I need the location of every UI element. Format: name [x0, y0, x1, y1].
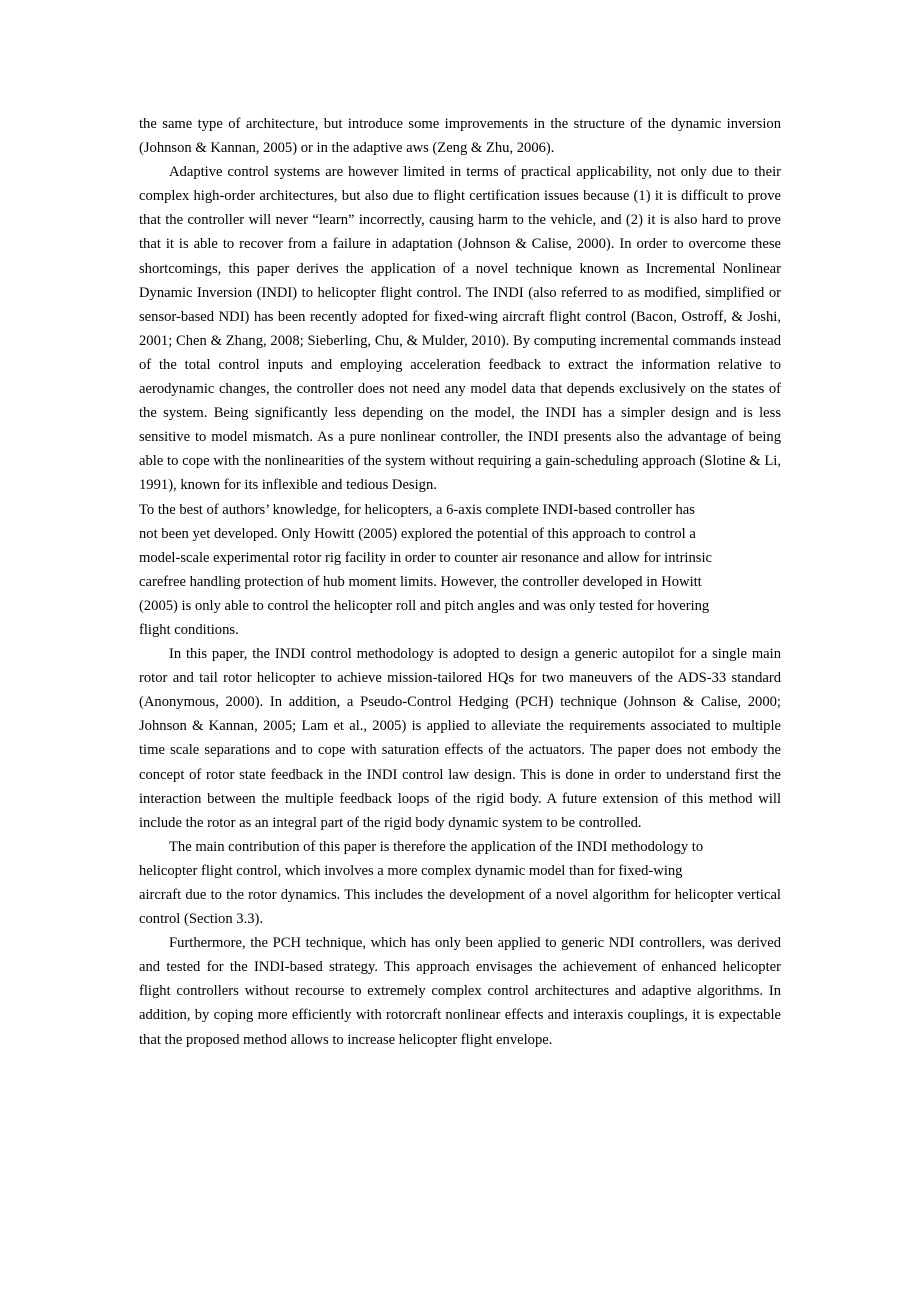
paragraph-6: aircraft due to the rotor dynamics. This includes the development of a novel algorithm for helicopter vertical control (Section 3.3).: [139, 887, 781, 928]
paragraph-3-line: flight conditions.: [139, 621, 239, 638]
paragraph-7: Furthermore, the PCH technique, which has only been applied to generic NDI controllers, was derived and tested for the INDI-based strategy. This approach envisages the achievement of enhanced helicopter flight controllers without recourse to extremely complex control architectures and adaptive algorithms. In addition, by coping more efficiently with rotorcraft nonlinear effects and interaxis couplings, it is expectable that the proposed method allows to increase helicopter flight envelope.: [139, 935, 781, 1048]
paragraph-3-line: (2005) is only able to control the helicopter roll and pitch angles and was only tested for hovering: [139, 597, 710, 614]
paragraph-2: Adaptive control systems are however limited in terms of practical applicability, not only due to their complex high-order architectures, but also due to flight certification issues because (1) it is difficult to prove that the controller will never “learn” incorrectly, causing harm to the vehicle, and (2) it is also hard to prove that it is able to recover from a failure in adaptation (Johnson & Calise, 2000). In order to overcome these shortcomings, this paper derives the application of a novel technique known as Incremental Nonlinear Dynamic Inversion (INDI) to helicopter flight control. The INDI (also referred to as modified, simplified or sensor-based NDI) has been recently adopted for fixed-wing aircraft flight control (Bacon, Ostroff, & Joshi, 2001; Chen & Zhang, 2008; Sieberling, Chu, & Mulder, 2010). By computing incremental commands instead of the total control inputs and employing acceleration feedback to extract the information relative to aerodynamic changes, the controller does not need any model data that depends exclusively on the states of the system. Being significantly less depending on the model, the INDI has a simpler design and is less sensitive to model mismatch. As a pure nonlinear controller, the INDI presents also the advantage of being able to cope with the nonlinearities of the system without requiring a gain-scheduling approach (Slotine & Li, 1991), known for its inflexible and tedious Design.: [139, 164, 781, 494]
paragraph-3-line: model-scale experimental rotor rig facility in order to counter air resonance and allow for intrinsic: [139, 549, 712, 566]
paragraph-4: In this paper, the INDI control methodology is adopted to design a generic autopilot for a single main rotor and tail rotor helicopter to achieve mission-tailored HQs for two maneuvers of the ADS-33 standard (Anonymous, 2000). In addition, a Pseudo-Control Hedging (PCH) technique (Johnson & Calise, 2000; Johnson & Kannan, 2005; Lam et al., 2005) is applied to alleviate the requirements associated to multiple time scale separations and to cope with saturation effects of the actuators. The paper does not embody the concept of rotor state feedback in the INDI control law design. This is done in order to understand first the interaction between the multiple feedback loops of the rigid body. A future extension of this method will include the rotor as an integral part of the rigid body dynamic system to be controlled.: [139, 646, 781, 831]
paragraph-5: [139, 835, 781, 883]
document-page: [139, 112, 781, 1052]
paragraph-5-line: The main contribution of this paper is therefore the application of the INDI methodology to: [169, 838, 704, 855]
paragraph-3-line: carefree handling protection of hub moment limits. However, the controller developed in Howitt: [139, 573, 702, 590]
paragraph-3-line: To the best of authors’ knowledge, for helicopters, a 6-axis complete INDI-based controller has: [139, 501, 695, 518]
paragraph-1: the same type of architecture, but introduce some improvements in the structure of the dynamic inversion (Johnson & Kannan, 2005) or in the adaptive aws (Zeng & Zhu, 2006).: [139, 116, 781, 157]
paragraph-3: [139, 498, 781, 643]
paragraph-3-line: not been yet developed. Only Howitt (2005) explored the potential of this approach to control a: [139, 525, 696, 542]
paragraph-5-line: helicopter flight control, which involves a more complex dynamic model than for fixed-wing: [139, 862, 683, 879]
